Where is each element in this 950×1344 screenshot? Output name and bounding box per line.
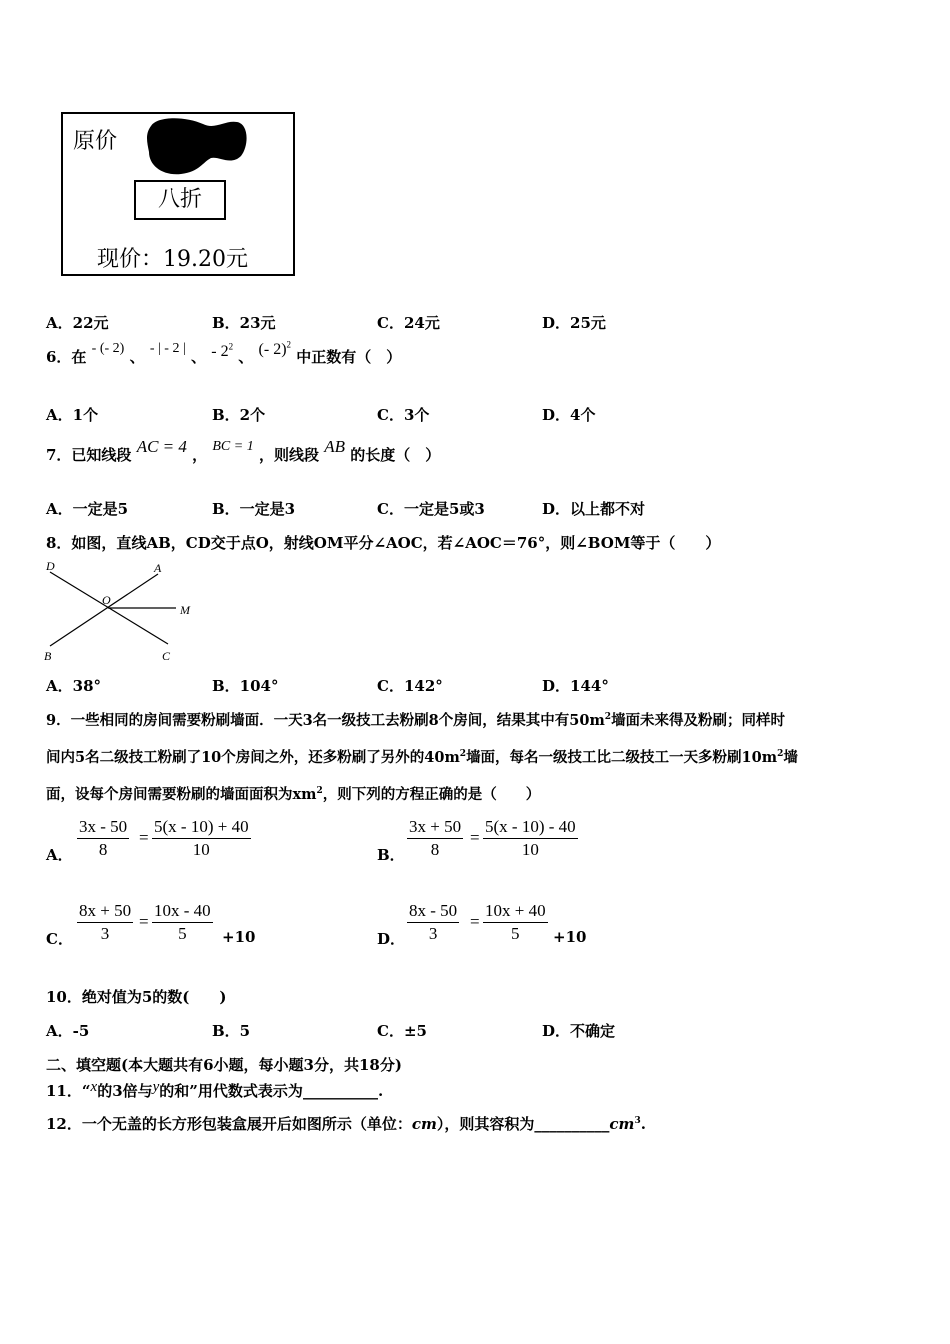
q9-option-a-label: A． (46, 846, 73, 864)
label-o: O (102, 593, 111, 607)
q9-c-rhs-num: 10x - 40 (152, 901, 213, 923)
q9-c-equals: = (139, 912, 149, 931)
q7-option-c: C．一定是5或3 (377, 500, 485, 518)
label-d: D (46, 559, 55, 573)
question-7 (46, 437, 441, 465)
intersecting-lines-figure (40, 558, 210, 666)
label-c: C (162, 649, 171, 663)
q9-b-rhs-den: 10 (521, 840, 539, 859)
q9-a-rhs-den: 10 (192, 840, 210, 859)
discount-box: 八折 (134, 180, 226, 220)
q11-answer-blank: __________ (302, 1082, 378, 1100)
q9-d-rhs-num: 10x + 40 (483, 901, 548, 923)
q8-option-d: D．144° (542, 677, 609, 695)
q9-d-lhs-den: 3 (428, 924, 438, 943)
q6-suffix: 中正数有（ ） (296, 348, 402, 366)
q6-sep1: 、 (129, 348, 145, 366)
q7-mid: ，则线段 (258, 446, 319, 464)
q9-b-lhs-fraction (407, 817, 463, 860)
q9-line1-text: 9．一些相同的房间需要粉刷墙面．一天3名一级技工去粉刷8个房间，结果其中有50m (46, 712, 605, 729)
q9-d-rhs-fraction (483, 901, 548, 944)
section-2-heading: 二、填空题(本大题共有6小题，每小题3分，共18分) (46, 1056, 402, 1074)
question-10: 10．绝对值为5的数( ) (46, 988, 227, 1006)
q5-option-d: D．25元 (542, 314, 606, 332)
q12-prefix: 12．一个无盖的长方形包装盒展开后如图所示（单位： (46, 1115, 412, 1133)
q12-answer-blank: __________ (534, 1115, 610, 1133)
q12-unit2-sup: 3 (634, 1116, 641, 1126)
question-9-line-3 (46, 783, 540, 804)
q9-line2-sup2: 2 (777, 749, 784, 760)
q11-mid1: 的3倍与 (97, 1082, 153, 1100)
original-price-label: 原价 (73, 129, 118, 154)
q9-c-tail: +10 (222, 928, 256, 946)
q9-a-lhs-den: 8 (98, 840, 108, 859)
q7-bc-expr: BC = 1 (212, 439, 254, 454)
q9-line3-sup: 2 (316, 786, 323, 797)
q9-c-rhs-fraction (152, 901, 213, 944)
q6-option-d: D．4个 (542, 406, 596, 424)
q7-ab-expr: AB (324, 437, 345, 456)
q6-expr4-exponent: 2 (286, 339, 292, 350)
q10-option-b: B．5 (212, 1022, 251, 1040)
q6-sep2: 、 (190, 348, 206, 366)
q10-option-a: A．-5 (46, 1022, 90, 1040)
label-m: M (180, 603, 190, 617)
q6-expr2: - | - 2 | (149, 341, 186, 356)
q9-option-d-label: D． (377, 930, 406, 948)
q11-var-x: x (90, 1079, 98, 1095)
q9-b-lhs-den: 8 (430, 840, 440, 859)
q11-end: . (377, 1082, 384, 1100)
q9-line1-sup: 2 (604, 712, 612, 723)
q6-expr3: - 2 (211, 343, 229, 360)
q9-d-lhs-fraction (407, 901, 459, 944)
question-9-line-1 (46, 709, 785, 730)
q9-a-equals: = (139, 828, 149, 847)
q9-c-lhs-den: 3 (100, 924, 110, 943)
q9-option-b-label: B． (377, 846, 405, 864)
q8-option-c: C．142° (377, 677, 443, 695)
price-tag-figure (61, 112, 295, 276)
q9-d-rhs-den: 5 (511, 924, 520, 943)
q7-prefix: 7．已知线段 (46, 446, 132, 464)
q11-prefix: 11．“ (46, 1082, 91, 1100)
label-a: A (154, 561, 162, 575)
q9-c-lhs-num: 8x + 50 (77, 901, 133, 923)
q9-line2-sup: 2 (459, 749, 467, 760)
q9-a-rhs-fraction (152, 817, 251, 860)
question-6 (46, 339, 402, 367)
q9-d-lhs-num: 8x - 50 (407, 901, 459, 923)
question-12 (46, 1113, 646, 1134)
q9-line2-end: 墙 (783, 749, 798, 766)
q8-option-b: B．104° (212, 677, 279, 695)
q9-option-c-label: C． (46, 930, 73, 948)
q9-line2-mid: 墙面，每名一级技工比二级技工一天多粉刷10m (466, 749, 778, 766)
q12-unit: cm (411, 1115, 437, 1133)
q12-end: . (640, 1115, 646, 1133)
q6-expr4: (- 2) (258, 341, 287, 358)
q5-option-b: B．23元 (212, 314, 276, 332)
q12-mid: ），则其容积为 (436, 1115, 535, 1133)
current-price-label: 现价：19.20元 (97, 247, 248, 272)
q9-line3-text: 面，设每个房间需要粉刷的墙面面积为xm (46, 786, 317, 803)
q6-option-b: B．2个 (212, 406, 266, 424)
q6-prefix: 6．在 (46, 348, 87, 366)
q7-option-a: A．一定是5 (46, 500, 129, 518)
q7-suffix: 的长度（ ） (350, 446, 441, 464)
ink-blot-icon (145, 116, 249, 176)
q10-option-c: C．±5 (377, 1022, 427, 1040)
q9-c-lhs-fraction (77, 901, 133, 944)
q6-expr3-exponent: 2 (228, 341, 234, 352)
q9-b-rhs-fraction (483, 817, 578, 860)
q8-option-a: A．38° (46, 677, 102, 695)
q10-option-d: D．不确定 (542, 1022, 616, 1040)
q9-d-equals: = (470, 912, 480, 931)
q11-mid2: 的和”用代数式表示为 (159, 1082, 303, 1100)
q7-comma: ， (192, 446, 208, 464)
q7-option-b: B．一定是3 (212, 500, 296, 518)
q5-option-a: A．22元 (46, 314, 109, 332)
q7-ac-expr: AC = 4 (136, 437, 187, 456)
q5-option-c: C．24元 (377, 314, 440, 332)
q9-b-lhs-num: 3x + 50 (407, 817, 463, 839)
q9-line3-end: ，则下列的方程正确的是（ ） (322, 786, 541, 803)
q9-line1-end: 墙面未来得及粉刷；同样时 (611, 712, 786, 729)
q11-var-y: y (152, 1079, 160, 1095)
q7-option-d: D．以上都不对 (542, 500, 646, 518)
q9-line2-text: 间内5名二级技工粉刷了10个房间之外，还多粉刷了另外的40m (46, 749, 460, 766)
q9-b-equals: = (470, 828, 480, 847)
q9-a-rhs-num: 5(x - 10) + 40 (152, 817, 251, 839)
q6-option-a: A．1个 (46, 406, 99, 424)
q9-c-rhs-den: 5 (178, 924, 187, 943)
question-9-line-2 (46, 746, 798, 767)
q6-expr1: - (- 2) (91, 341, 125, 356)
q9-d-tail: +10 (553, 928, 587, 946)
q9-b-rhs-num: 5(x - 10) - 40 (483, 817, 578, 839)
q9-a-lhs-num: 3x - 50 (77, 817, 129, 839)
q9-a-lhs-fraction (77, 817, 129, 860)
q6-option-c: C．3个 (377, 406, 430, 424)
q12-unit2: cm (609, 1115, 635, 1133)
label-b: B (44, 649, 52, 663)
q6-sep3: 、 (238, 348, 254, 366)
question-11 (46, 1080, 383, 1101)
question-8: 8．如图，直线AB，CD交于点O，射线OM平分∠AOC，若∠AOC＝76°，则∠BOM等于（ ） (46, 534, 721, 552)
